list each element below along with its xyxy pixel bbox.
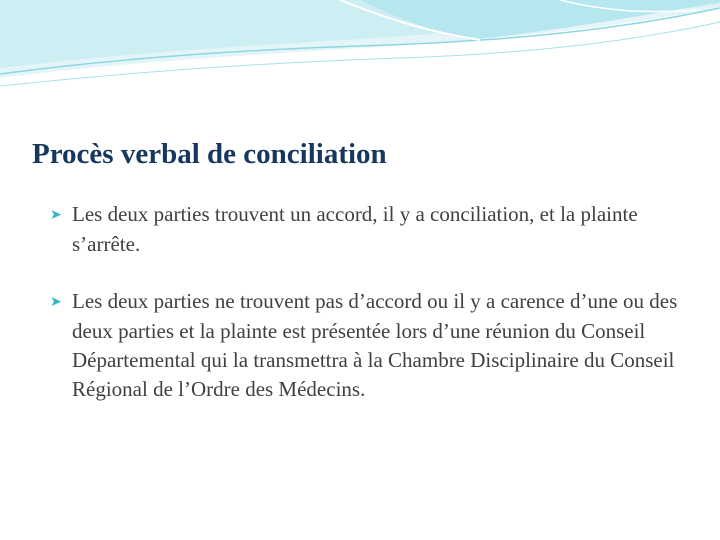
bullet-item — [50, 287, 690, 404]
slide-title: Procès verbal de conciliation — [32, 138, 387, 170]
arrow-bullet-icon: ➤ — [50, 295, 62, 310]
bullet-item — [50, 200, 690, 259]
bullet-text: Les deux parties trouvent un accord, il y a conciliation, et la plainte s’arrête. — [72, 202, 638, 256]
arrow-bullet-icon: ➤ — [50, 208, 62, 223]
bullet-text: Les deux parties ne trouvent pas d’accord ou il y a carence d’une ou des deux parties et la plainte est présentée lors d’une réunion du Conseil Départemental qui la transmettra à la Chambre Disciplinaire du Conseil Régional de l’Ordre des Médecins. — [72, 289, 678, 401]
bullet-list — [50, 200, 690, 432]
decorative-wave-header — [0, 0, 720, 110]
